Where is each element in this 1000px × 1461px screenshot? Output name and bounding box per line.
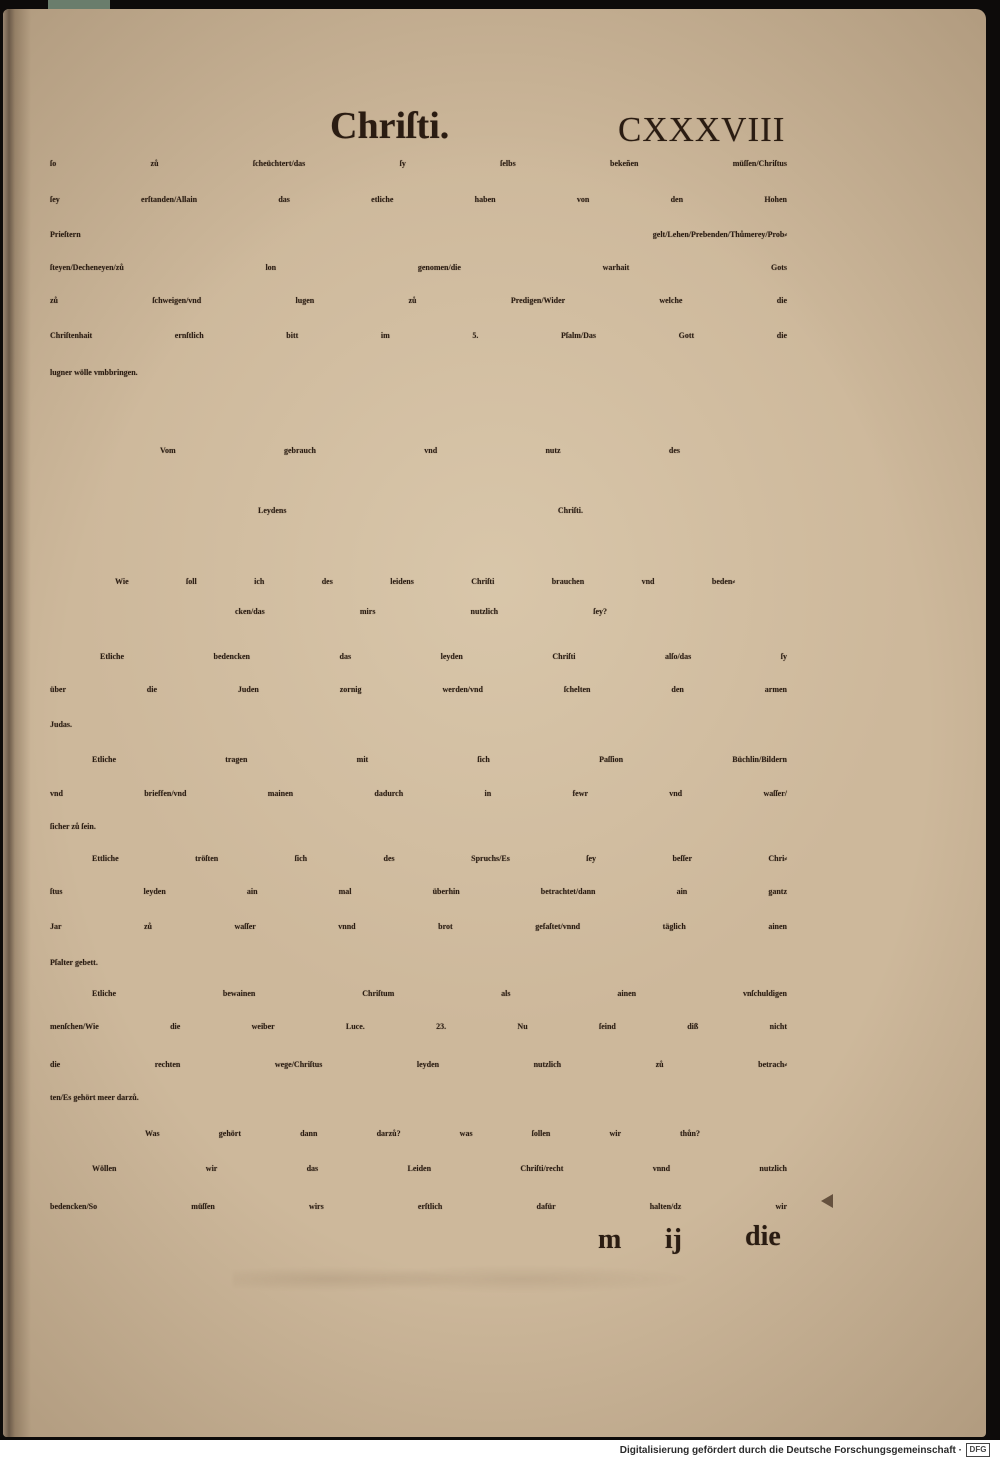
body-line: Pſalter gebett. <box>50 958 98 967</box>
body-line: Jar zů waſſer vnnd brot gefaſtet/vnnd täglich ainen <box>50 922 787 931</box>
body-line: ſicher zů ſein. <box>50 822 96 831</box>
footer-bar <box>0 1440 1000 1461</box>
body-line: Etliche bedencken das leyden Chriſti alſo/das ſy <box>100 652 787 661</box>
body-line: menſchen/Wie die weiber Luce. 23. Nu ſeind diß nicht <box>50 1022 787 1031</box>
dfg-logo: DFG <box>966 1443 990 1457</box>
body-line: bedencken/So müſſen wirs erſtlich dafür halten/dz wir <box>50 1202 787 1211</box>
signature-mark: m ij <box>598 1224 682 1255</box>
catchword: die <box>745 1221 781 1252</box>
body-line: ſey erſtanden/Allain das etliche haben von den Hohen <box>50 195 787 204</box>
body-line: ſteyen/Decheneyen/zů lon genomen/die warhait Gots <box>50 263 787 272</box>
folio-number: CXXXVIII <box>618 110 786 149</box>
body-line: ſtus leyden ain mal überhin betrachtet/dann ain gantz <box>50 887 787 896</box>
body-line: Chriſtenhait ernſtlich bitt im 5. Pſalm/Das Gott die <box>50 331 787 340</box>
body-line: Prieſtern gelt/Lehen/Prebenden/Thůmerey/Prob⸗ <box>50 230 787 239</box>
body-line: ten/Es gehört meer darzů. <box>50 1093 139 1102</box>
section-heading-line: Vom gebrauch vnd nutz des <box>160 446 680 455</box>
body-line: Wöllen wir das Leiden Chriſti/recht vnnd nutzlich <box>92 1164 787 1173</box>
body-line: vnd brieffen/vnd mainen dadurch in fewr vnd waſſer/ <box>50 789 787 798</box>
margin-mark <box>821 1194 833 1208</box>
question-line: Was gehört dann darzů? was ſollen wir thůn? <box>145 1129 700 1138</box>
body-line: ſo zů ſcheüchtert/das ſy ſelbs bekeñen müſſen/Chriſtus <box>50 159 787 168</box>
bleed-through-mark <box>233 1264 713 1294</box>
funding-credit: Digitalisierung gefördert durch die Deutsche Forschungsgemeinschaft · <box>619 1445 962 1456</box>
section-heading-line: Leydens Chriſti. <box>258 506 583 515</box>
body-line: Etliche bewainen Chriſtum als ainen vnſchuldigen <box>92 989 787 998</box>
body-line: über die Juden zornig werden/vnd ſchelten den armen <box>50 685 787 694</box>
body-line: Etliche tragen mit ſich Paſſion Büchlin/Bildern <box>92 755 787 764</box>
running-title: Chriſti. <box>330 105 450 147</box>
body-line: Judas. <box>50 720 73 729</box>
body-line: zů ſchweigen/vnd lugen zů Predigen/Wider welche die <box>50 296 787 305</box>
question-line: Wie ſoll ich des leidens Chriſti brauchen vnd beden⸗ <box>115 577 735 586</box>
question-line: cken/das mirs nutzlich ſey? <box>235 607 607 616</box>
body-line: die rechten wege/Chriſtus leyden nutzlich zů betrach⸗ <box>50 1060 787 1069</box>
body-line: lugner wölle vmbbringen. <box>50 368 138 377</box>
body-line: Ettliche tröſten ſich des Spruchs/Es ſey beſſer Chri⸗ <box>92 854 787 863</box>
